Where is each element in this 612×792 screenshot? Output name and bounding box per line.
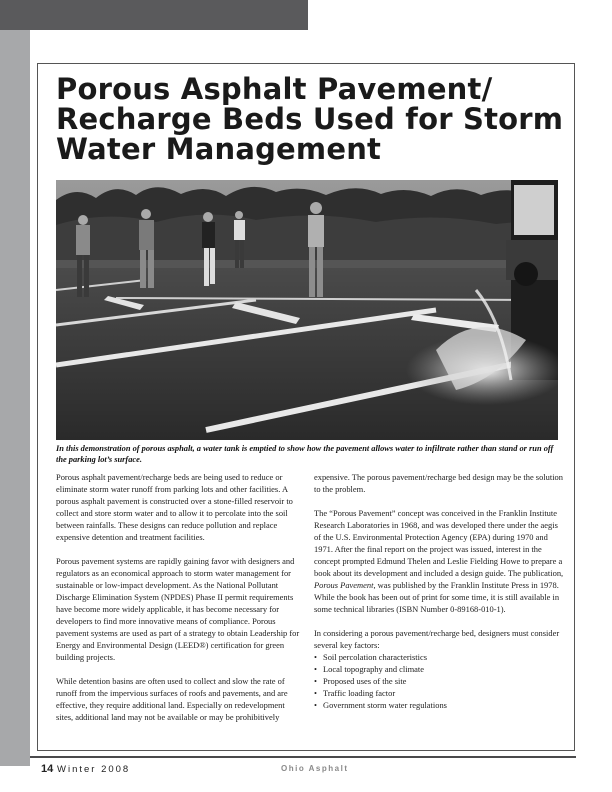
list-item [314,663,564,675]
right-column [314,471,564,711]
article-photo [56,180,558,440]
factor-text: Traffic loading factor [323,688,396,698]
issue-label: Winter 2008 [57,764,131,775]
paragraph-porous-systems: Porous pavement systems are rapidly gaining favor with designers and regulators as an economical approach to storm water management for sustainable or low-impact development. As the National Pollutant Discharge Elimination System (NPDES) Phase II permit requirements have become more widely applicable, it has become necessary for developers to find more innovative means of compliance. Porous pavement systems are used as part of a strategy to obtain Leadership for Energy and Environmental Design (LEED®) certification for green building projects. [56,556,300,662]
history-text-2: , was published by the Franklin Institute Press in 1978. While the book has been out of print for some time, it is still available in some technical libraries (ISBN Number 0-89168-010-1). [314,580,560,614]
bullet-icon: • [314,688,317,698]
bullet-icon: • [314,700,317,710]
list-item [314,675,564,687]
page-number: 14 [41,763,54,775]
factor-text: Local topography and climate [323,664,424,674]
factor-text: Government storm water regulations [323,700,447,710]
bullet-icon: • [314,676,317,686]
header-bar [0,0,308,30]
bullet-icon: • [314,664,317,674]
page-footer [41,763,581,779]
title-line-3: Water Management [56,132,382,166]
factor-text: Proposed uses of the site [323,676,407,686]
factor-text: Soil percolation characteristics [323,652,428,662]
title-line-2: Recharge Beds Used for Storm [56,102,564,136]
parking-lot-photo [56,180,558,440]
list-item [314,651,564,663]
title-line-1: Porous Asphalt Pavement/ [56,72,493,106]
list-item [314,699,564,711]
paragraph-solution: expensive. The porous pavement/recharge bed design may be the solution to the problem. [314,472,563,494]
list-item [314,687,564,699]
paragraph-factors-intro: In considering a porous pavement/recharge bed, designers must consider several key factors: [314,628,560,650]
left-column [56,471,301,735]
publication-name: Ohio Asphalt [281,764,349,773]
paragraph-detention-basins: While detention basins are often used to collect and slow the rate of runoff from the impervious surfaces of roofs and pavements, and are effective, they require additional land. Especially on redevelopment sites, additional land may not be available or may be prohibitively [56,676,288,722]
history-text-1: The “Porous Pavement” concept was conceived in the Franklin Institute Research Laboratories in 1968, and was developed there under the aegis of the U.S. Environmental Protection Agency (EPA) during 1970 and 1971. After the final report on the project was issued, interest in the concept prompted Edmund Thelen and Leslie Fielding Howe to prepare a book about its development and included a design guide. The publication, [314,508,564,578]
footer-rule [30,756,576,758]
paragraph-intro: Porous asphalt pavement/recharge beds are being used to reduce or eliminate storm water runoff from parking lots and other facilities. A porous asphalt pavement is constructed over a stone-filled reservoir to collect and store storm water and to allow it to percolate into the soil between rainfalls. These designs can reduce pollution and replace expensive detention and treatment facilities. [56,472,293,542]
bullet-icon: • [314,652,317,662]
paragraph-history [314,507,564,615]
key-factors-list [314,651,564,711]
book-title: Porous Pavement [314,580,374,590]
side-margin-bar [0,30,30,766]
photo-caption: In this demonstration of porous asphalt, a water tank is emptied to show how the pavement allows water to infiltrate rather than stand or run off the parking lot’s surface. [56,444,554,464]
article-title [56,74,576,164]
